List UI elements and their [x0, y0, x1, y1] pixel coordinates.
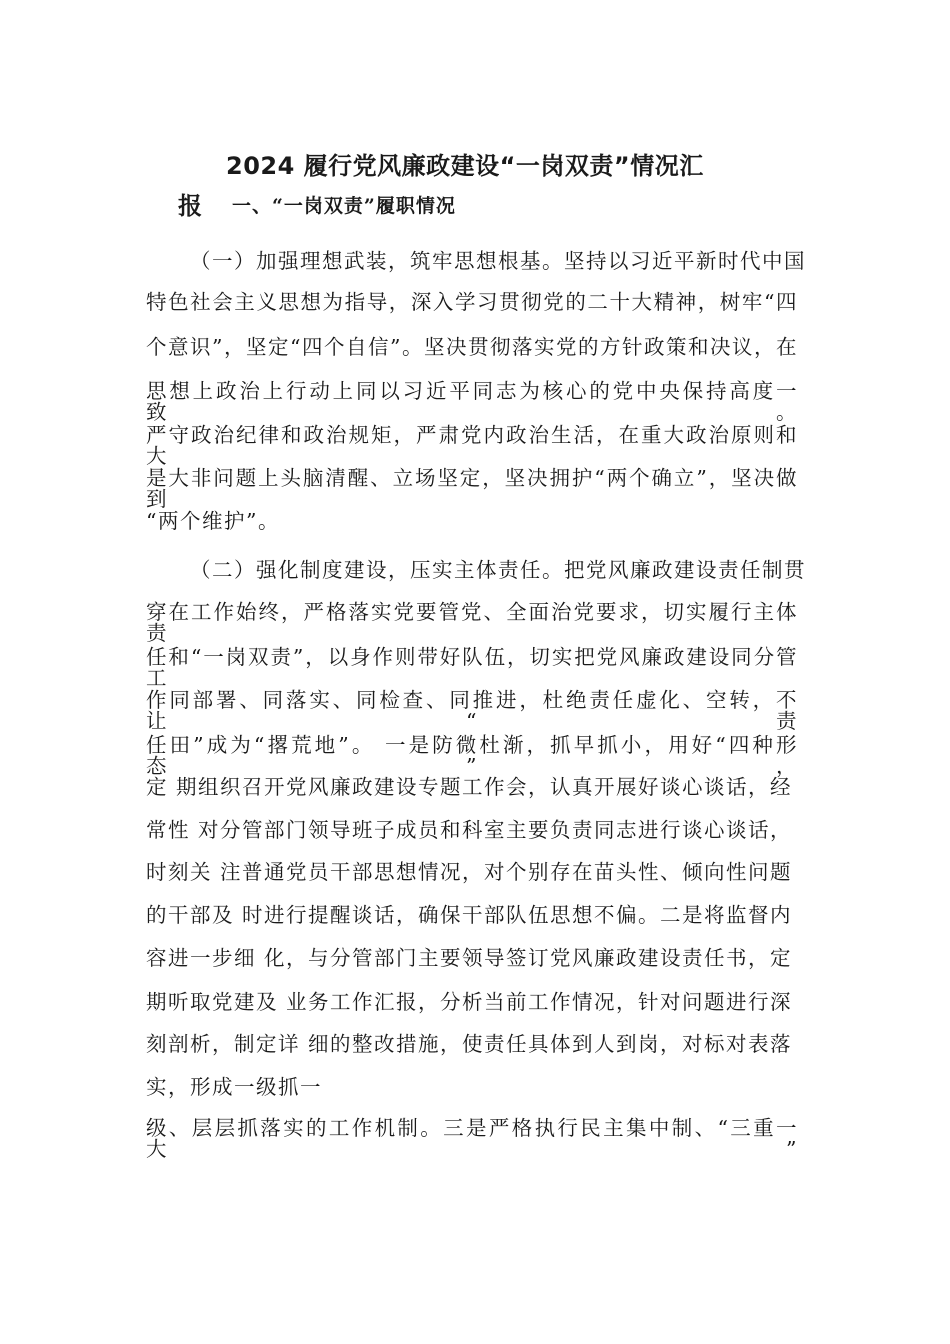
paragraph-line: 期听取党建及 业务工作汇报，分析当前工作情况，针对问题进行深: [146, 990, 793, 1014]
paragraph-line: 容进一步细 化，与分管部门主要领导签订党风廉政建设责任书，定: [146, 946, 793, 970]
paragraph-line: 个意识”，坚定“四个自信”。坚决贯彻落实党的方针政策和决议，在: [146, 335, 798, 359]
paragraph-line: 刻剖析，制定详 细的整改措施，使责任具体到人到岗，对标对表落: [146, 1032, 793, 1056]
paragraph-line: 是大非问题上头脑清醒、立场坚定，坚决拥护“两个确立”，坚决做到: [146, 466, 798, 511]
paragraph-line: 实，形成一级抓一: [146, 1075, 322, 1099]
paragraph-line: “两个维护”。: [146, 509, 280, 533]
paragraph-line: （二）强化制度建设，压实主体责任。把党风廉政建设责任制贯: [190, 558, 806, 582]
paragraph-line: 严守政治纪律和政治规矩，严肃党内政治生活，在重大政治原则和大: [146, 423, 798, 468]
paragraph-line: 级、层层抓落实的工作机制。三是严格执行民主集中制、“三重一大”: [146, 1116, 798, 1161]
paragraph-line: （一）加强理想武装，筑牢思想根基。坚持以习近平新时代中国: [190, 249, 806, 273]
paragraph-line: 定 期组织召开党风廉政建设专题工作会，认真开展好谈心谈话，经: [146, 775, 793, 799]
paragraph-line: 作同部署、同落实、同检查、同推进，杜绝责任虚化、空转，不让“责: [146, 688, 798, 733]
paragraph-line: 任和“一岗双责”，以身作则带好队伍，切实把党风廉政建设同分管工: [146, 645, 798, 690]
section-heading: 一、“一岗双责”履职情况: [232, 195, 456, 217]
document-title-continuation: 报: [178, 192, 202, 220]
paragraph-line: 特色社会主义思想为指导，深入学习贯彻党的二十大精神，树牢“四: [146, 290, 798, 314]
document-title: 2024 履行党风廉政建设“一岗双责”情况汇: [226, 152, 704, 180]
paragraph-line: 任田”成为“撂荒地”。 一是防微杜渐，抓早抓小，用好“四种形态”，: [146, 733, 798, 778]
paragraph-line: 常性 对分管部门领导班子成员和科室主要负责同志进行谈心谈话，: [146, 818, 793, 842]
paragraph-line: 穿在工作始终，严格落实党要管党、全面治党要求，切实履行主体责: [146, 600, 798, 645]
paragraph-line: 思想上政治上行动上同以习近平同志为核心的党中央保持高度一致。: [146, 379, 798, 424]
paragraph-line: 的干部及 时进行提醒谈话，确保干部队伍思想不偏。二是将监督内: [146, 903, 793, 927]
paragraph-line: 时刻关 注普通党员干部思想情况，对个别存在苗头性、倾向性问题: [146, 860, 793, 884]
